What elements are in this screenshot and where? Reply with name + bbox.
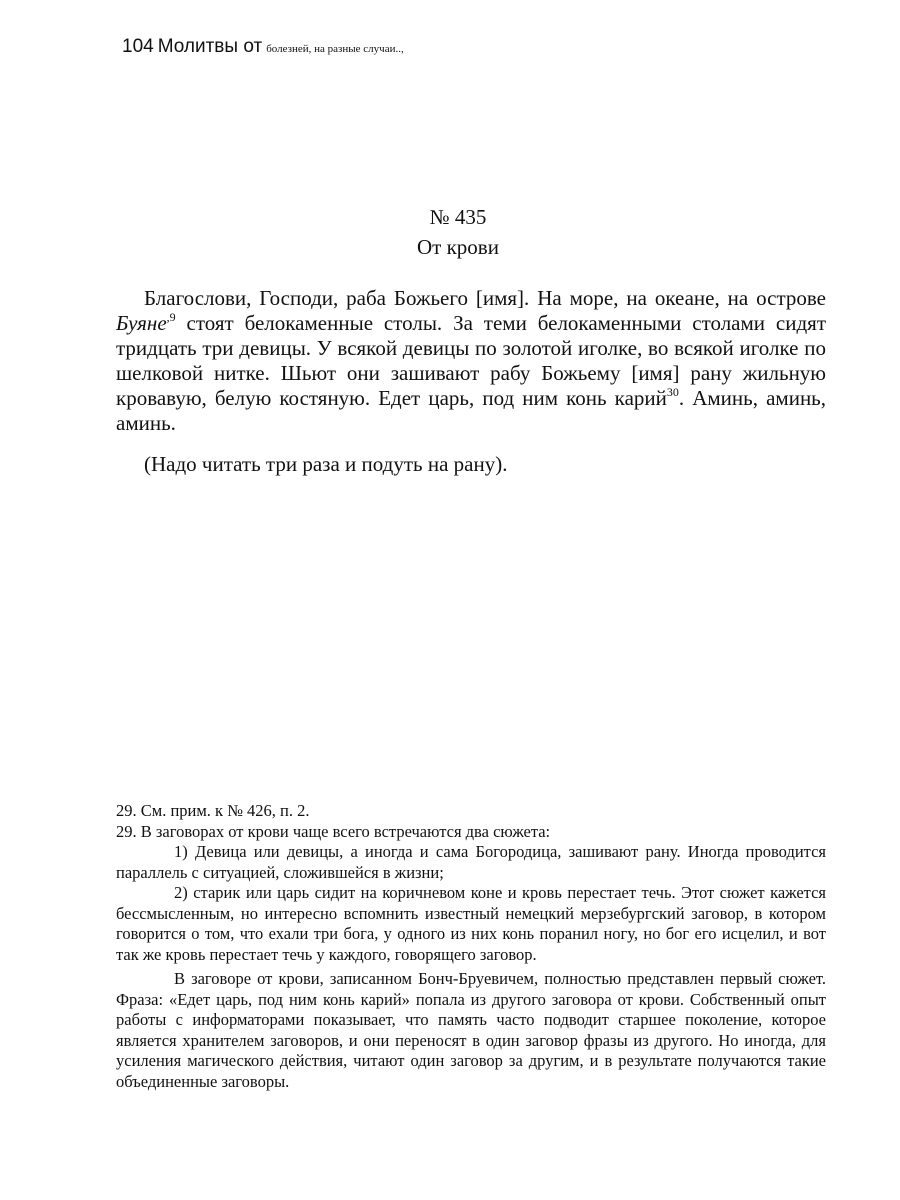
- entry-title: От крови: [417, 235, 499, 259]
- footnote-2-intro: 29. В заговорах от крови чаще всего встречаются два сюжета:: [116, 821, 551, 841]
- entry-number: № 435: [429, 205, 487, 229]
- charm-text-part3: . Аминь, аминь, аминь.: [116, 386, 827, 435]
- charm-text-part1: Благослови, Господи, раба Божьего [имя]. На море, на океане, на острове: [144, 286, 826, 310]
- instruction-paragraph: (Надо читать три раза и подуть на рану).: [144, 452, 508, 476]
- footnotes: [116, 801, 826, 1092]
- footnote-2-paragraph: В заговоре от крови, записанном Бонч-Бруевичем, полностью представлен первый сюжет. Фраза: «Едет царь, под ним конь карий» попала из другого заговора от крови. Собственный опыт работы с информаторами показывает, что память часто подводит старшее поколение, которое является хранителем заговоров, и они переносят в один заговор фразы из другого. Но иногда, для усиления магического действия, читают один заговор за другим, и в результате получаются такие объединенные заговоры.: [116, 969, 826, 1091]
- entry-header: [0, 202, 900, 262]
- charm-text-part2: стоят белокаменные столы. За теми белокаменными столами сидят тридцать три девицы. У всякой девицы по золотой иголке, во всякой иголке по шелковой нитке. Шьют они зашивают рабу Божьему [имя] рану жильную кровавую, белую костяную. Едет царь, под ним конь карий: [116, 311, 826, 410]
- charm-paragraph: [116, 286, 826, 436]
- footnote-ref-9: ,9: [166, 310, 176, 324]
- main-text: [116, 286, 826, 477]
- footnote-1: 29. См. прим. к № 426, п. 2.: [116, 801, 310, 820]
- footnote-ref-30: 30: [666, 385, 679, 399]
- island-name: Буяне: [116, 311, 167, 335]
- footnote-2-item-1: 1) Девица или девицы, а иногда и сама Богородица, зашивают рану. Иногда проводится параллель с ситуацией, сложившейся в жизни;: [116, 842, 826, 882]
- running-head-title: Молитвы от: [157, 36, 263, 57]
- running-head: [122, 36, 404, 58]
- running-head-subtitle: болезней, на разные случаи..,: [266, 43, 404, 55]
- page-number: 104: [122, 36, 154, 57]
- footnote-2-item-2: 2) старик или царь сидит на коричневом коне и кровь перестает течь. Этот сюжет кажется бессмысленным, но интересно вспомнить известный немецкий мерзебургский заговор, в котором говорится о том, что ехали три бога, у одного из них конь поранил ногу, но бог его исцелил, и вот так же кровь перестает течь у каждого, говорящего заговор.: [116, 883, 826, 964]
